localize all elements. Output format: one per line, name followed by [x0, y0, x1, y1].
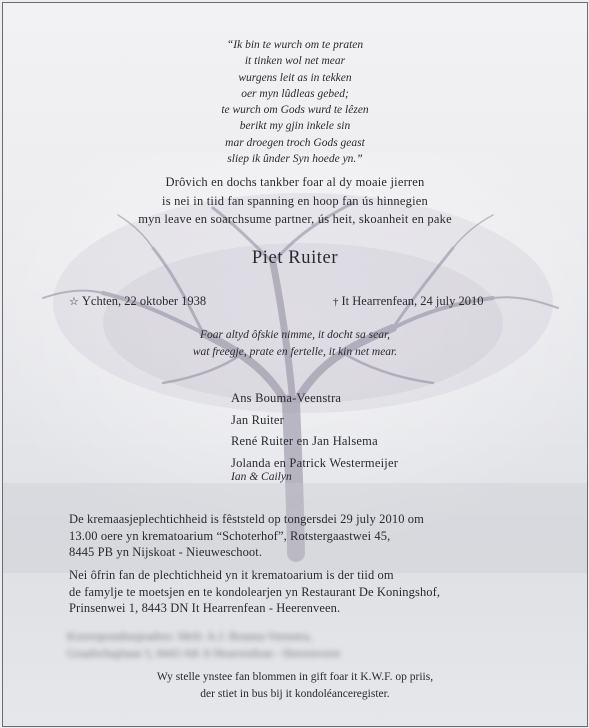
quote-line: wat freegje, prate en fertelle, it kin net mear.: [192, 346, 398, 358]
paragraph-line: De kremaasjeplechtichheid is fêststeld op tongersdei 29 july 2010 om: [69, 512, 424, 526]
announcement-intro: [3, 173, 587, 229]
death-text: It Hearrenfean, 24 july 2010: [341, 294, 484, 308]
birth-text: Ychten, 22 oktober 1938: [81, 294, 207, 308]
poem-line: mar droegen troch Gods geast: [225, 136, 365, 149]
family-member: Jolanda en Patrick Westermeijer: [231, 455, 399, 470]
poem-line: te wurch om Gods wurd te lêzen: [221, 104, 369, 117]
condolence-details: [69, 567, 509, 617]
footer-line: der stiet in bus bij it kondoléanceregister.: [200, 688, 390, 700]
family-list: [231, 389, 398, 483]
correspondence-address-blurred: [67, 628, 340, 662]
paragraph-line: 8445 PB yn Nijskoat - Nieuweschoot.: [69, 545, 263, 559]
intro-line: Drôvich en dochs tankber foar al dy moaie jierren: [165, 175, 425, 189]
paragraph-line: Nei ôfrin fan de plechtichheid yn it krematoarium is der tiid om: [69, 568, 394, 582]
donation-note: [3, 669, 587, 703]
star-icon: ☆: [69, 296, 79, 308]
birth-info: [69, 294, 206, 309]
family-member: Jan Ruiter: [231, 412, 285, 427]
death-info: [333, 294, 483, 309]
memorial-quote: [3, 327, 587, 361]
family-member: Ans Bouma-Veenstra: [231, 391, 342, 405]
quote-line: Foar altyd ôfskie nimme, it docht sa sear,: [199, 329, 391, 341]
poem-line: sliep ik ûnder Syn hoede yn.”: [227, 153, 363, 166]
address-line: Korrespondinsjeadres: Mefr. A.J. Bouma-Veenstra,: [67, 629, 312, 643]
cross-icon: †: [333, 296, 339, 308]
grandchildren: Ian & Cailyn: [231, 471, 292, 483]
address-line: Graafschaplaan 5, 8443 AK It Hearrenfean - Heerenveen: [67, 646, 341, 660]
intro-line: myn leave en soarchsume partner, ús heit, skoanheit en pake: [138, 212, 452, 226]
paragraph-line: 13.00 oere yn krematoarium “Schoterhof”, Rotstergaastwei 45,: [69, 528, 391, 543]
memorial-card: [2, 2, 588, 727]
cremation-details: [69, 511, 509, 561]
footer-line: Wy stelle ynstee fan blommen in gift foar it K.W.F. op priis,: [156, 671, 434, 683]
poem: [3, 37, 587, 167]
poem-line: it tinken wol net mear: [244, 55, 346, 68]
deceased-name: Piet Ruiter: [251, 248, 339, 268]
paragraph-line: Prinsenwei 1, 8443 DN It Hearrenfean - Heerenveen.: [69, 601, 341, 615]
poem-line: “Ik bin te wurch om te praten: [226, 39, 364, 51]
intro-line: is nei in tiid fan spanning en hoop fan ús hinnegien: [162, 193, 428, 208]
poem-line: oer myn lûdleas gebed;: [241, 87, 349, 100]
poem-line: wurgens leit as in tekken: [238, 71, 352, 84]
poem-line: berikt my gjin inkele sin: [239, 120, 351, 133]
paragraph-line: de famylje te moetsjen en te kondolearjen yn Restaurant De Koningshof,: [69, 584, 441, 599]
family-member: René Ruiter en Jan Halsema: [231, 434, 378, 448]
